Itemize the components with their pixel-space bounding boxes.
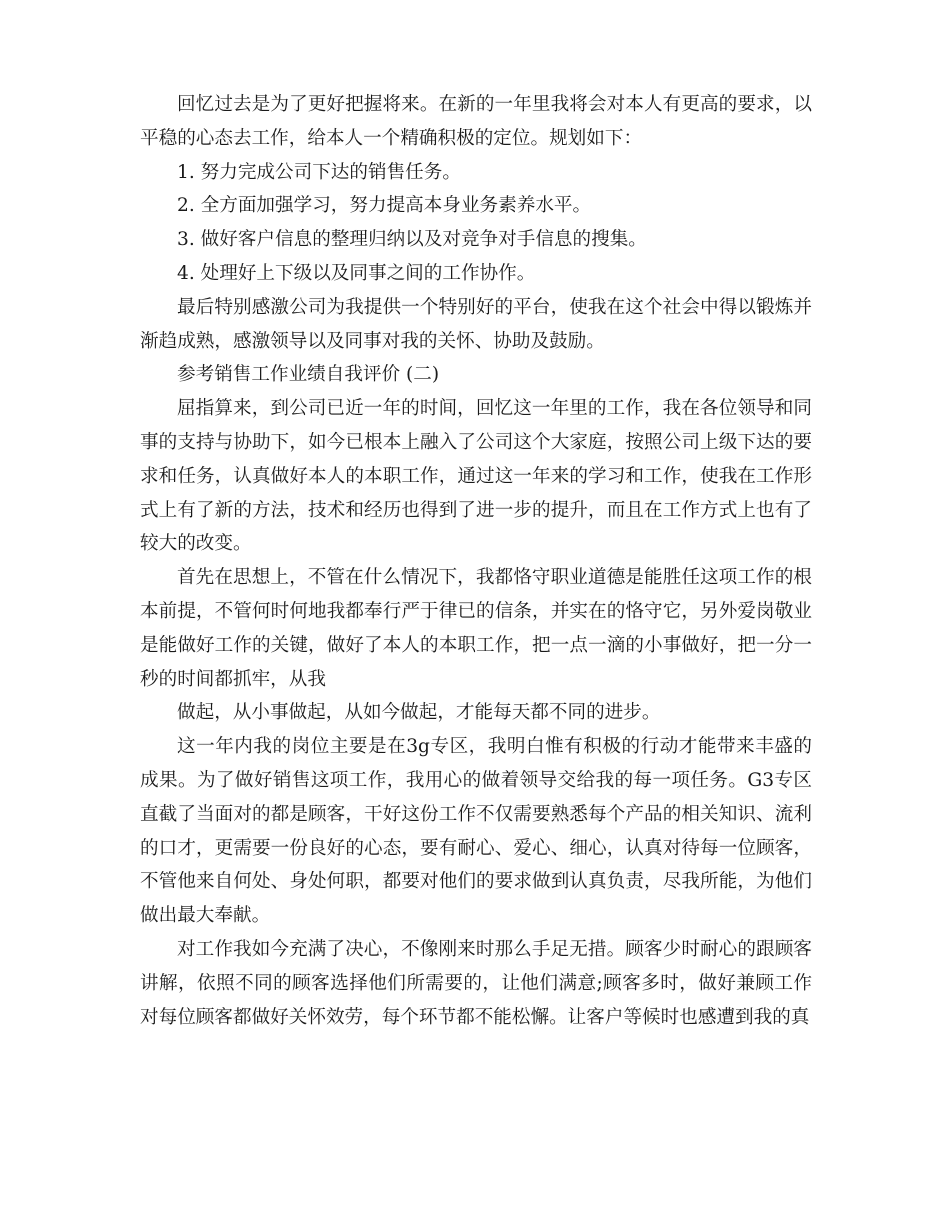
- plan-item-3: 3. 做好客户信息的整理归纳以及对竞争对手信息的搜集。: [177, 229, 647, 251]
- paragraph-thanks: 最后特别感激公司为我提供一个特别好的平台，使我在这个社会中得以锻炼并渐趋成熟，感激领导以及同事对我的关怀、协助及鼓励。: [140, 296, 812, 352]
- paragraph-thinking: 首先在思想上，不管在什么情况下，我都恪守职业道德是能胜任这项工作的根本前提，不管何时何地我都奉行严于律已的信条，并实在的恪守它，另外爱岗敬业是能做好工作的关键，做好了本人的本职工作，把一点一滴的小事做好，把一分一秒的时间都抓牢，从我: [140, 567, 812, 690]
- paragraph-continuation: 做起，从小事做起，从如今做起，才能每天都不同的进步。: [177, 702, 661, 724]
- plan-item-1: 1. 努力完成公司下达的销售任务。: [177, 161, 461, 183]
- document-body: [140, 88, 812, 1034]
- paragraph-position: 这一年内我的岗位主要是在3g专区，我明白惟有积极的行动才能带来丰盛的成果。为了做好销售这项工作，我用心的做着领导交给我的每一项任务。G3专区直截了当面对的都是顾客，干好这份工作不仅需要熟悉每个产品的相关知识、流利的口才，更需要一份良好的心态，要有耐心、爱心、细心，认真对待每一位顾客，不管他来自何处、身处何职，都要对他们的要求做到认真负责，尽我所能，为他们做出最大奉献。: [140, 736, 812, 927]
- paragraph-attitude: 对工作我如今充满了决心，不像刚来时那么手足无措。顾客少时耐心的跟顾客讲解，依照不同的顾客选择他们所需要的，让他们满意;顾客多时，做好兼顾工作对每位顾客都做好关怀效劳，每个环节都不能松懈。让客户等候时也感遭到我的真: [140, 938, 812, 1028]
- paragraph-review: 屈指算来，到公司已近一年的时间，回忆这一年里的工作，我在各位领导和同事的支持与协助下，如今已根本上融入了公司这个大家庭，按照公司上级下达的要求和任务，认真做好本人的本职工作，通过这一年来的学习和工作，使我在工作形式上有了新的方法，技术和经历也得到了进一步的提升，而且在工作方式上也有了较大的改变。: [140, 398, 812, 555]
- section-heading: 参考销售工作业绩自我评价 (二): [177, 364, 440, 386]
- plan-item-2: 2. 全方面加强学习，努力提高本身业务素养水平。: [177, 195, 592, 217]
- plan-item-4: 4. 处理好上下级以及同事之间的工作协作。: [177, 262, 536, 284]
- paragraph-intro: 回忆过去是为了更好把握将来。在新的一年里我将会对本人有更高的要求，以平稳的心态去工作，给本人一个精确积极的定位。规划如下：: [140, 94, 812, 149]
